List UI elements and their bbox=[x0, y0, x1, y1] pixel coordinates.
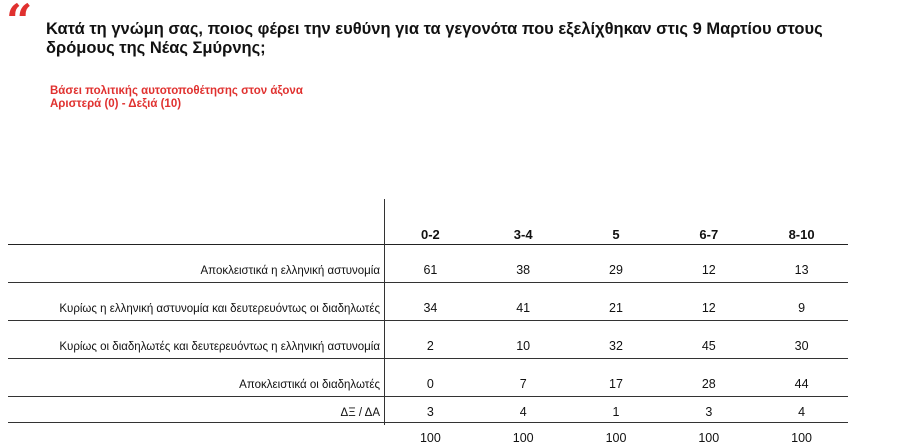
row-label bbox=[8, 423, 384, 448]
table-divider bbox=[384, 199, 385, 425]
table-cell: 100 bbox=[755, 423, 848, 448]
table-row bbox=[8, 359, 848, 397]
row-label: Αποκλειστικά η ελληνική αστυνομία bbox=[8, 245, 384, 283]
table-cell: 1 bbox=[570, 397, 663, 423]
header-empty-cell bbox=[8, 199, 384, 245]
table-cell: 100 bbox=[570, 423, 663, 448]
table-cell: 9 bbox=[755, 283, 848, 321]
table-cell: 100 bbox=[384, 423, 477, 448]
table-cell: 12 bbox=[662, 283, 755, 321]
table-cell: 100 bbox=[662, 423, 755, 448]
table-cell: 3 bbox=[384, 397, 477, 423]
table-cell: 4 bbox=[477, 397, 570, 423]
table-cell: 41 bbox=[477, 283, 570, 321]
table-cell: 3 bbox=[662, 397, 755, 423]
table-cell: 7 bbox=[477, 359, 570, 397]
table-row bbox=[8, 245, 848, 283]
results-table bbox=[8, 199, 848, 448]
table-cell: 44 bbox=[755, 359, 848, 397]
table-row bbox=[8, 283, 848, 321]
table-row-total bbox=[8, 423, 848, 448]
table-cell: 38 bbox=[477, 245, 570, 283]
table-row bbox=[8, 397, 848, 423]
table-cell: 34 bbox=[384, 283, 477, 321]
column-header: 8-10 bbox=[755, 199, 848, 245]
table-cell: 13 bbox=[755, 245, 848, 283]
survey-subtitle: Βάσει πολιτικής αυτοτοποθέτησης στον άξονα Αριστερά (0) - Δεξιά (10) bbox=[50, 85, 310, 111]
survey-question: Κατά τη γνώμη σας, ποιος φέρει την ευθύνη για τα γεγονότα που εξελίχθηκαν στις 9 Μαρτίου στους δρόμους της Νέας Σμύρνης; bbox=[46, 20, 846, 58]
column-header: 5 bbox=[570, 199, 663, 245]
table-row bbox=[8, 321, 848, 359]
row-label: Κυρίως οι διαδηλωτές και δευτερευόντως η ελληνική αστυνομία bbox=[8, 321, 384, 359]
table-cell: 45 bbox=[662, 321, 755, 359]
table-cell: 2 bbox=[384, 321, 477, 359]
row-label: Κυρίως η ελληνική αστυνομία και δευτερευόντως οι διαδηλωτές bbox=[8, 283, 384, 321]
column-header: 3-4 bbox=[477, 199, 570, 245]
table-cell: 21 bbox=[570, 283, 663, 321]
table-cell: 12 bbox=[662, 245, 755, 283]
row-label: Αποκλειστικά οι διαδηλωτές bbox=[8, 359, 384, 397]
table-header-row bbox=[8, 199, 848, 245]
table-cell: 100 bbox=[477, 423, 570, 448]
column-header: 6-7 bbox=[662, 199, 755, 245]
table-cell: 32 bbox=[570, 321, 663, 359]
table-cell: 29 bbox=[570, 245, 663, 283]
table-cell: 4 bbox=[755, 397, 848, 423]
column-header: 0-2 bbox=[384, 199, 477, 245]
table-cell: 28 bbox=[662, 359, 755, 397]
table-cell: 0 bbox=[384, 359, 477, 397]
row-label: ΔΞ / ΔΑ bbox=[8, 397, 384, 423]
table-cell: 61 bbox=[384, 245, 477, 283]
table-cell: 17 bbox=[570, 359, 663, 397]
table-cell: 10 bbox=[477, 321, 570, 359]
quote-mark-icon: “ bbox=[6, 0, 32, 44]
table-cell: 30 bbox=[755, 321, 848, 359]
